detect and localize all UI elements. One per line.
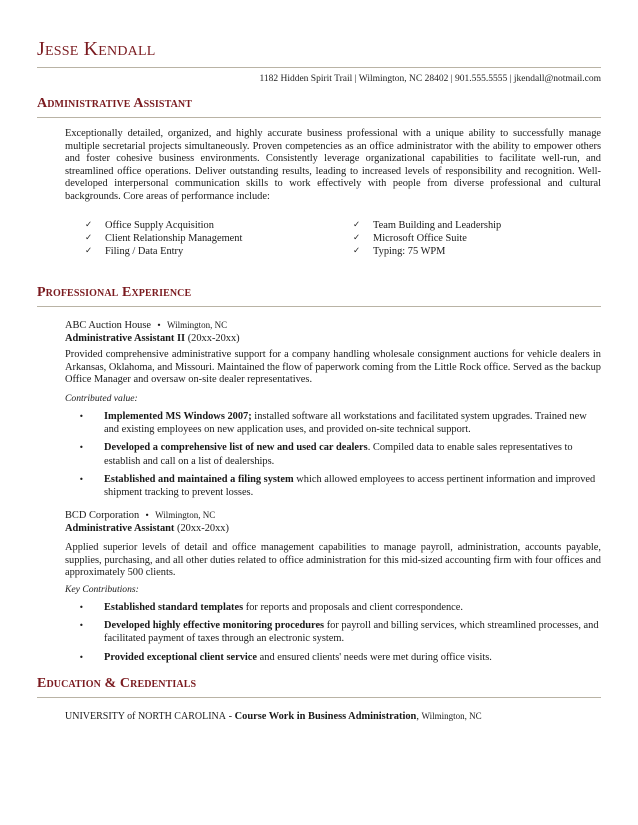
candidate-name: Jesse Kendall [37, 38, 156, 60]
contribution-text: and ensured clients' needs were met during office visits. [257, 651, 492, 663]
course-name: Course Work in Business Administration [234, 711, 417, 722]
job-company: BCD Corporation [65, 510, 140, 521]
skill-label: Office Supply Acquisition [105, 220, 214, 231]
skill-label: Microsoft Office Suite [373, 233, 467, 244]
job-description: Provided comprehensive administrative support for a company handling wholesale consignment auctions for vehicle dealers in Arkansas, Oklahoma, and Missouri. Maintained the flow of paperwork coming from the Little Rock office. Served as the backup Office Manager and oversaw on-site dealer representatives. [65, 349, 601, 386]
summary-paragraph: Exceptionally detailed, organized, and highly accurate business professional with a unique ability to successfully manage multiple secretarial projects simultaneously. Proven competencies as an office administrator with the ability to empower others and foster cohesive business environments. Consistently leverage organizational capabilities to facilitate well-run, and streamlined office operations. Deliver outstanding results, leading to increased levels of responsibility and recognition. Well-developed interpersonal communication skills to work effectively with people from diverse professional and cultural backgrounds. Core areas of performance include: [65, 128, 601, 202]
check-icon: ✓ [85, 246, 93, 256]
contribution-highlight: Established standard templates [104, 602, 244, 613]
job-dates: (20xx-20xx) [177, 523, 229, 534]
job-location: Wilmington, NC [166, 320, 228, 330]
contribution-item [79, 619, 604, 645]
header-divider [37, 67, 601, 68]
contribution-text: for payroll and billing services, which streamlined processes, and facilitated payment of taxes through an electronic system. [104, 620, 599, 645]
education-dash: - [225, 711, 235, 722]
education-entry [65, 710, 482, 723]
job-role: Administrative Assistant [65, 523, 175, 534]
objective-divider [37, 117, 601, 118]
skill-item [85, 232, 242, 245]
education-divider [37, 697, 601, 698]
job-dates: (20xx-20xx) [187, 333, 240, 344]
skill-label: Typing: 75 WPM [373, 246, 446, 257]
separator-dot-icon: • [144, 511, 150, 520]
contribution-highlight: Provided exceptional client service [104, 651, 258, 663]
contribution-item [79, 651, 604, 664]
job-description: Applied superior levels of detail and office management capabilities to manage payroll, administration, accounts payable, supplies, purchasing, and all other duties related to office administration for this mid-sized accounting firm with four offices and approximately 500 clients. [65, 542, 601, 579]
job-company-line [65, 509, 229, 522]
contribution-item [79, 601, 604, 614]
school-location: Wilmington, NC [421, 711, 482, 721]
bullet-icon: • [79, 412, 84, 421]
job-contributions [79, 410, 604, 504]
contributions-label: Contributed value: [65, 393, 138, 404]
contribution-item [79, 441, 604, 467]
objective-title: Administrative Assistant [37, 96, 193, 111]
job-company-line [65, 319, 240, 332]
contribution-text: which allowed employees to access pertinent information and improved shipment tracking to prevent losses. [104, 473, 596, 499]
job-company: ABC Auction House [65, 320, 152, 331]
job-contributions [79, 601, 604, 669]
contribution-highlight: Developed a comprehensive list of new and used car dealers [104, 442, 368, 454]
contribution-item [79, 410, 604, 436]
skill-item [85, 245, 242, 258]
contact-info: 1182 Hidden Spirit Trail | Wilmington, NC 28402 | 901.555.5555 | jkendall@notmail.com [259, 74, 601, 84]
job-role-line [65, 332, 240, 345]
bullet-icon: • [79, 603, 84, 612]
skill-item [353, 219, 501, 232]
contribution-highlight: Developed highly effective monitoring procedures [104, 620, 325, 632]
check-icon: ✓ [353, 246, 361, 256]
job-role-line [65, 522, 229, 535]
bullet-icon: • [79, 474, 84, 484]
experience-title: Professional Experience [37, 285, 192, 300]
job-header [65, 319, 240, 345]
bullet-icon: • [79, 443, 84, 453]
contribution-item [79, 473, 604, 499]
skills-list-right [353, 219, 501, 258]
bullet-icon: • [79, 621, 84, 631]
skill-label: Filing / Data Entry [105, 246, 184, 257]
job-header [65, 509, 229, 535]
contribution-highlight: Implemented MS Windows 2007; [104, 411, 252, 422]
experience-divider [37, 306, 601, 307]
education-title: Education & Credentials [37, 676, 197, 691]
skill-label: Team Building and Leadership [373, 220, 502, 231]
contributions-label: Key Contributions: [65, 584, 139, 595]
contribution-text: . Compiled data to enable sales representatives to establish and call on a list of dealerships. [104, 442, 573, 467]
education-comma: , [416, 711, 422, 722]
check-icon: ✓ [353, 220, 361, 230]
skill-label: Client Relationship Management [105, 233, 243, 244]
job-location: Wilmington, NC [155, 510, 216, 520]
check-icon: ✓ [85, 233, 93, 243]
check-icon: ✓ [85, 220, 93, 230]
skills-list-left [85, 219, 242, 258]
skill-item [353, 232, 501, 245]
skill-item [85, 219, 242, 232]
school-name: UNIVERSITY of NORTH CAROLINA [65, 711, 226, 722]
job-role: Administrative Assistant II [65, 333, 186, 344]
separator-dot-icon: • [156, 321, 162, 330]
contribution-highlight: Established and maintained a filing system [104, 473, 294, 485]
check-icon: ✓ [353, 233, 361, 243]
bullet-icon: • [79, 652, 84, 662]
skill-item [353, 245, 501, 258]
contribution-text: for reports and proposals and client correspondence. [243, 602, 463, 613]
contribution-text: installed software all workstations and facilitated system upgrades. Trained new and existing employees on new application uses, and provided on-site technical support. [104, 411, 587, 436]
